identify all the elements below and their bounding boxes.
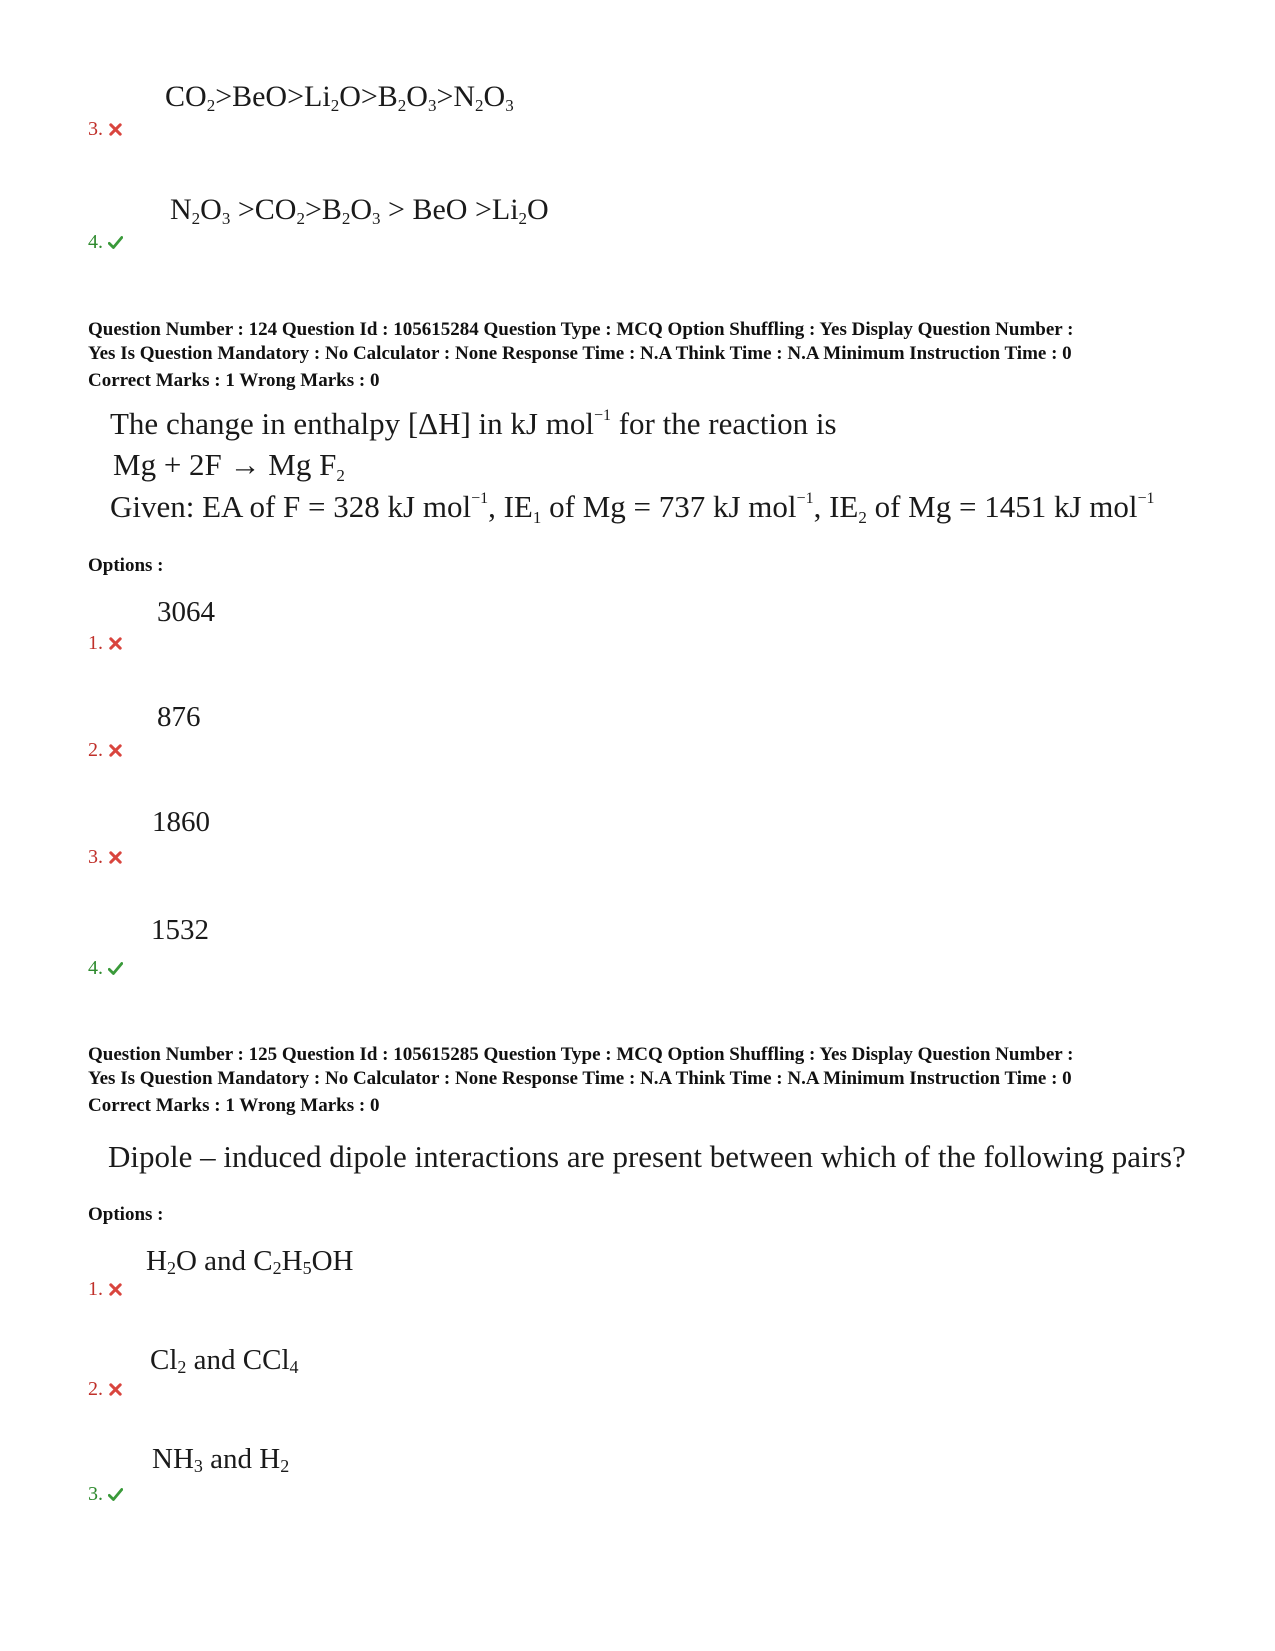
options-label: Options : <box>88 555 164 576</box>
question-given: Given: EA of F = 328 kJ mol$^{-1}$, $IE_1$ of Mg = 737 kJ mol$^{-1}$, $IE_2$ of Mg = 1451 kJ mol$^{-1}$ <box>110 489 1155 527</box>
option-number: 3. <box>88 1483 123 1506</box>
cross-icon <box>108 122 123 137</box>
option-value: 1532 <box>151 914 209 946</box>
checkmark-icon <box>108 961 123 976</box>
question-meta: Question Number : 124 Question Id : 105615284 Question Type : MCQ Option Shuffling : Yes Display Question Number : Yes Is Question Mandatory : No Calculator : None Response Time : N.A Think Time : N.A Minimum Instruction Time : 0 Correct Marks : 1 Wrong Marks : 0 <box>88 319 1074 391</box>
cross-icon <box>108 1382 123 1397</box>
option-value: 3064 <box>157 596 215 628</box>
cross-icon <box>108 1282 123 1297</box>
option-number: 3. <box>88 846 123 869</box>
option-number: 2. <box>88 1378 123 1401</box>
option-formula: $NH_3$ and $H_2$ <box>152 1443 290 1476</box>
option-value: 1860 <box>152 806 210 838</box>
option-number: 2. <box>88 739 123 762</box>
question-text: Dipole – induced dipole interactions are present between which of the following pairs? <box>108 1139 1186 1174</box>
question-text: The change in enthalpy [ΔH] in kJ mol$^{-1}$ for the reaction is <box>110 406 837 441</box>
option-formula: $Cl_2$ and CCl$_4$ <box>150 1344 299 1377</box>
cross-icon <box>108 850 123 865</box>
question-meta: Question Number : 125 Question Id : 105615285 Question Type : MCQ Option Shuffling : Yes Display Question Number : Yes Is Question Mandatory : No Calculator : None Response Time : N.A Think Time : N.A Minimum Instruction Time : 0 Correct Marks : 1 Wrong Marks : 0 <box>88 1044 1074 1116</box>
question-equation: Mg + 2F → Mg $F_2$ <box>113 447 345 485</box>
option-formula: $N_2O_3 >CO_2>B_2O_3$ > BeO $>Li_2O$ <box>170 193 549 228</box>
option-number: 1. <box>88 632 123 655</box>
options-label: Options : <box>88 1204 164 1225</box>
cross-icon <box>108 636 123 651</box>
cross-icon <box>108 743 123 758</box>
option-value: 876 <box>157 701 201 733</box>
option-number: 3. <box>88 118 123 141</box>
option-number: 4. <box>88 957 123 980</box>
option-formula: $CO_2>BeO>Li_2O>B_2O_3>N_2O_3$ <box>165 80 514 115</box>
option-number: 1. <box>88 1278 123 1301</box>
checkmark-icon <box>108 1487 123 1502</box>
checkmark-icon <box>108 235 123 250</box>
option-formula: $H_2O$ and $C_2H_5OH$ <box>146 1245 354 1278</box>
option-number: 4. <box>88 231 123 254</box>
